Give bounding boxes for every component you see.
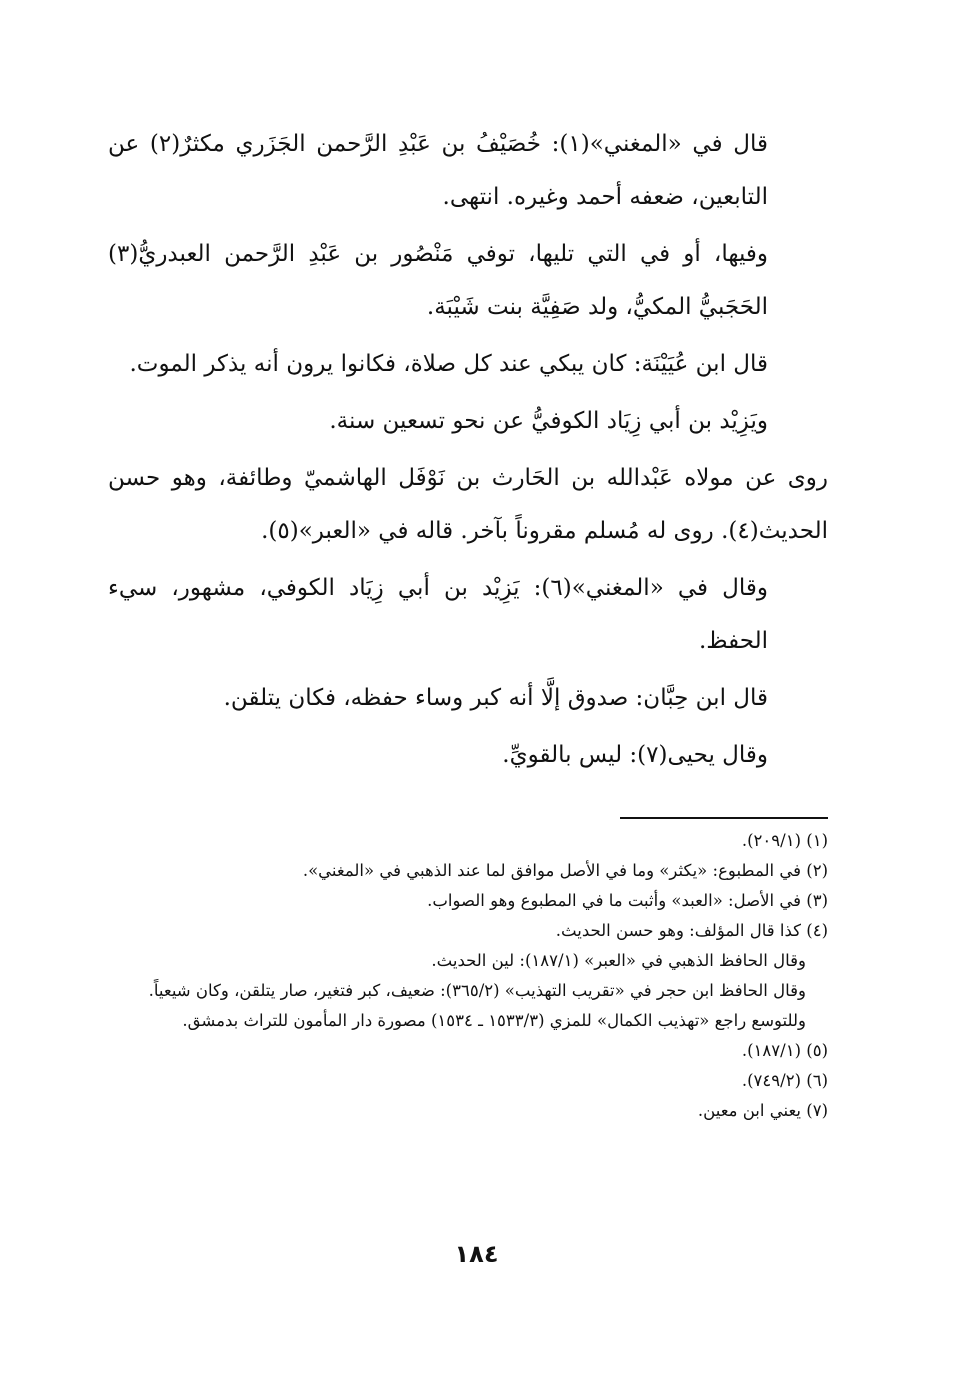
paragraph-6: وقال في «المغني»(٦): يَزِيْد بن أبي زِيَاد الكوفي، مشهور، سيء الحفظ. (108, 575, 768, 654)
footnote-1: (١) (٢٠٩/١). (741, 831, 828, 850)
paragraph-1: قال في «المغني»(١): خُصَيْفُ بن عَبْدِ الرَّحمن الجَزَري مكثرٌ(٢) عن التابعين، ضعفه أحمد وغيره. انتهى. (108, 131, 768, 210)
paragraph-2: وفيها، أو في التي تليها، توفي مَنْصُور بن عَبْدِ الرَّحمن العبدريُّ(٣) الحَجَبيُّ المكيُّ، ولد صَفِيَّة بنت شَيْبَة. (108, 241, 768, 320)
footnote-7: (٧) يعني ابن معين. (697, 1101, 828, 1120)
paragraph-5: روى عن مولاه عَبْدالله بن الحَارث بن نَوْفَل الهاشميّ وطائفة، وهو حسن الحديث(٤). روى له مُسلم مقروناً بآخر. قاله في «العبر»(٥). (108, 465, 828, 544)
page-number: ١٨٤ (454, 1240, 499, 1268)
footnote-4-note-a: وقال الحافظ الذهبي في «العبر» (١٨٧/١): لين الحديث. (431, 951, 806, 970)
footnote-4-note-b: وقال الحافظ ابن حجر في «تقريب التهذيب» (٣٦٥/٢): ضعيف، كبر فتغير، صار يتلقن، وكان شيعياً. (148, 981, 806, 1000)
footnote-5: (٥) (١٨٧/١). (741, 1041, 828, 1060)
main-text (108, 118, 828, 786)
footnote-6: (٦) (٧٤٩/٢). (741, 1071, 828, 1090)
paragraph-4: ويَزِيْد بن أبي زِيَاد الكوفيُّ عن نحو تسعين سنة. (329, 408, 768, 434)
footnotes-section (108, 826, 828, 1126)
footnote-4: (٤) كذا قال المؤلف: وهو حسن الحديث. (555, 921, 828, 940)
paragraph-8: وقال يحيى(٧): ليس بالقويِّ. (502, 742, 768, 768)
footnote-4-note-c: وللتوسع راجع «تهذيب الكمال» للمزي (١٥٣٣/٣ ـ ١٥٣٤) مصورة دار المأمون للتراث بدمشق. (182, 1011, 806, 1030)
footnote-3: (٣) في الأصل: «العبد» وأثبت ما في المطبوع وهو الصواب. (427, 891, 828, 910)
paragraph-3: قال ابن عُيَيْنَة: كان يبكي عند كل صلاة، فكانوا يرون أنه يذكر الموت. (129, 351, 768, 377)
paragraph-7: قال ابن حِبَّان: صدوق إلَّا أنه كبر وساء حفظه، فكان يتلقن. (223, 685, 768, 711)
footnote-separator (620, 817, 828, 819)
footnote-2: (٢) في المطبوع: «يكثر» وما في الأصل موافق لما عند الذهبي في «المغني». (302, 861, 828, 880)
